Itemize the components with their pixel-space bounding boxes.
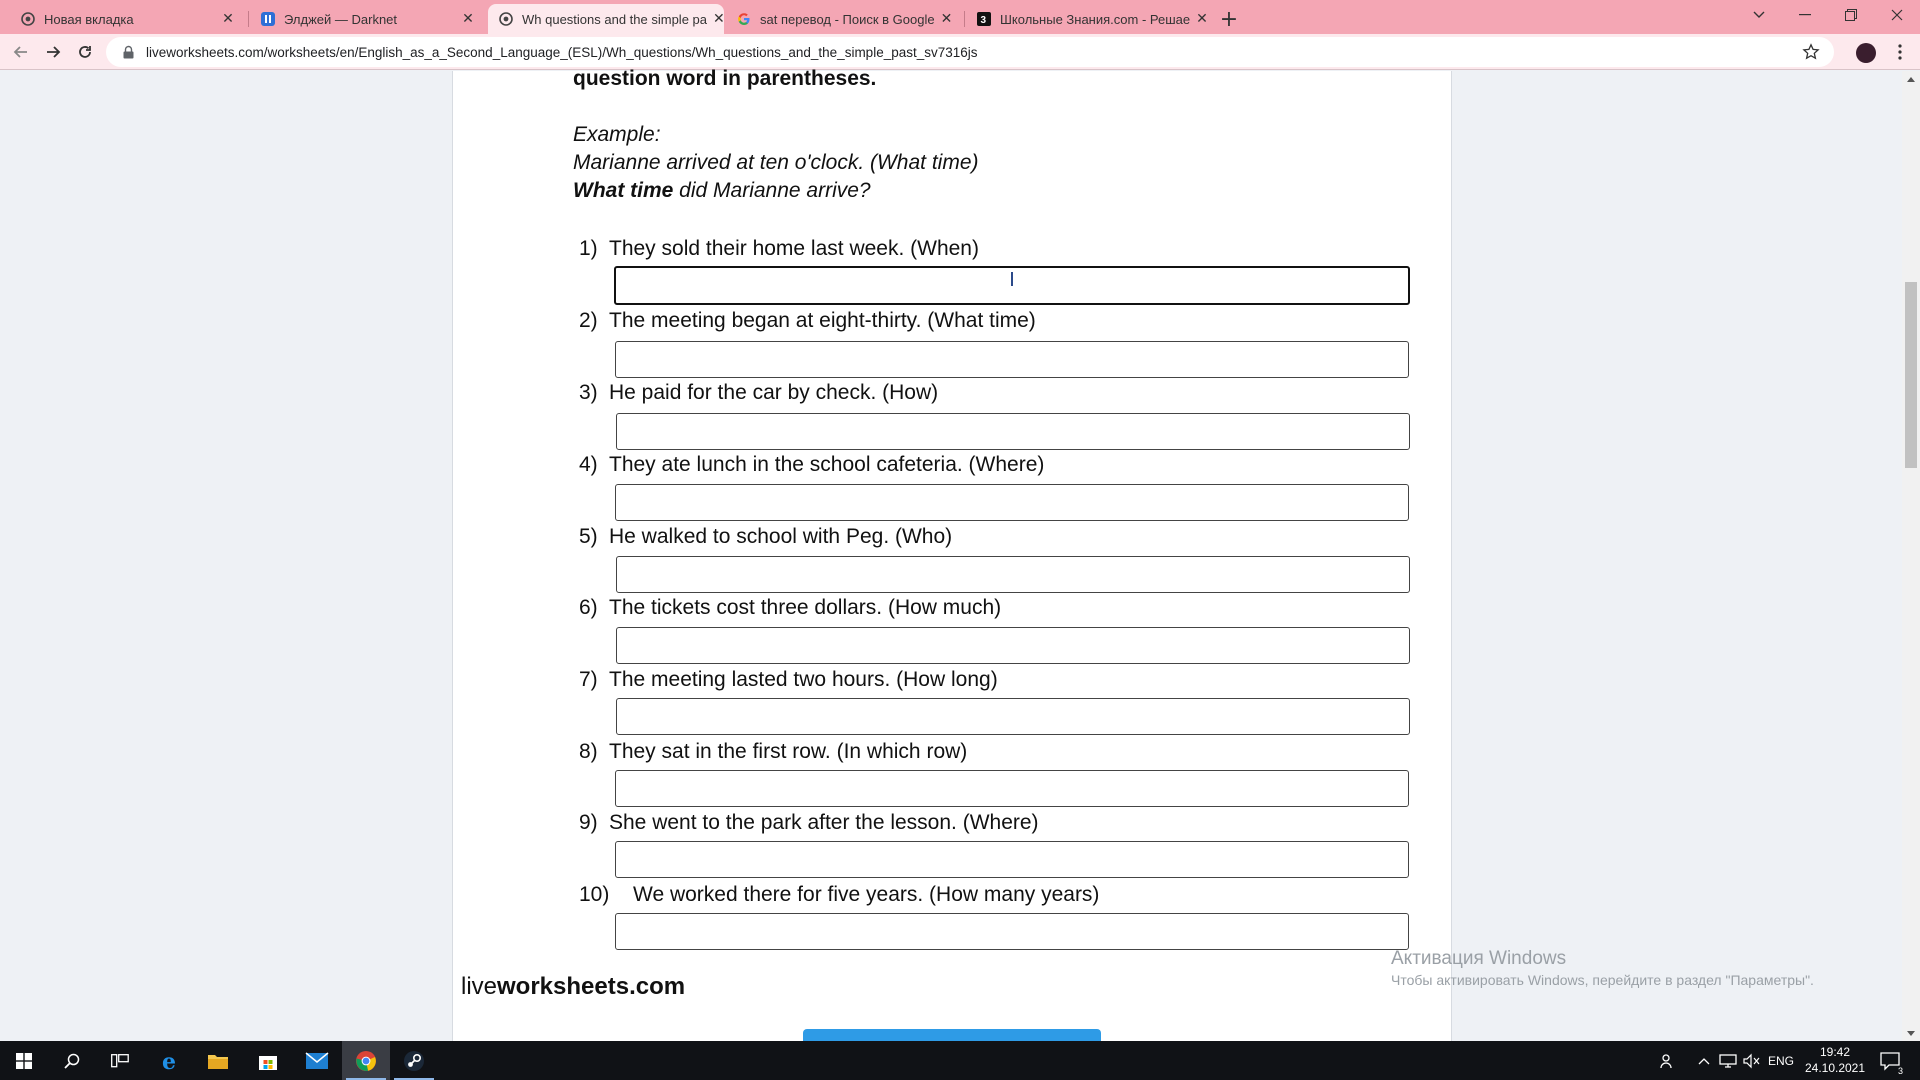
steam-icon[interactable] — [390, 1041, 438, 1080]
tab-title: Новая вкладка — [44, 11, 134, 27]
close-tab-icon[interactable]: ✕ — [940, 11, 953, 27]
question-text: They ate lunch in the school cafeteria. (Where) — [609, 453, 1045, 476]
tab-title: Школьные Знания.com - Решае — [1000, 11, 1191, 27]
scrollbar-thumb[interactable] — [1905, 282, 1917, 468]
close-window-button[interactable] — [1874, 0, 1920, 30]
question-number: 6) — [579, 596, 598, 619]
clock-date: 24.10.2021 — [1804, 1061, 1866, 1075]
vertical-scrollbar[interactable] — [1902, 71, 1920, 1041]
new-tab-button[interactable]: + — [1219, 6, 1239, 32]
windows-taskbar — [0, 1041, 1920, 1080]
instruction-text: question word in parentheses. — [573, 67, 877, 90]
answer-input-10[interactable] — [615, 913, 1409, 950]
question-number: 3) — [579, 381, 598, 404]
restore-button[interactable] — [1828, 0, 1874, 30]
tab-google-search[interactable] — [726, 4, 962, 34]
chrome-icon — [498, 11, 514, 27]
page-viewport — [0, 67, 1902, 1041]
example-answer — [573, 179, 871, 203]
answer-input-3[interactable] — [616, 413, 1410, 450]
clock-time: 19:42 — [1819, 1045, 1851, 1059]
answer-input-5[interactable] — [616, 556, 1410, 593]
store-icon[interactable] — [244, 1041, 292, 1080]
question-number: 8) — [579, 740, 598, 763]
answer-input-2[interactable] — [615, 341, 1409, 378]
tab-title: Wh questions and the simple pa — [522, 11, 707, 27]
task-view-icon[interactable] — [96, 1041, 144, 1080]
notifications-button[interactable] — [1874, 1041, 1906, 1080]
minimize-button[interactable] — [1782, 0, 1828, 30]
scroll-up-arrow-icon[interactable] — [1902, 71, 1920, 87]
tab-new-tab[interactable] — [10, 4, 246, 34]
answer-input-9[interactable] — [615, 841, 1409, 878]
question-text: They sat in the first row. (In which row) — [609, 740, 968, 763]
tab-strip — [0, 0, 1920, 34]
profile-avatar[interactable] — [1856, 43, 1876, 63]
question-text: The tickets cost three dollars. (How much) — [609, 596, 1002, 619]
lock-icon[interactable] — [120, 44, 136, 60]
logo-light-text: live — [461, 973, 498, 1000]
tab-title: sat перевод - Поиск в Google — [760, 11, 935, 27]
question-text: We worked there for five years. (How many years) — [633, 883, 1100, 906]
znanija-icon — [976, 11, 992, 27]
music-icon — [260, 11, 276, 27]
question-text: She went to the park after the lesson. (Where) — [609, 811, 1039, 834]
search-icon[interactable] — [48, 1041, 96, 1080]
worksheet-page — [452, 67, 1452, 1041]
close-tab-icon[interactable]: ✕ — [713, 11, 725, 27]
question-text: They sold their home last week. (When) — [609, 237, 979, 260]
question-text: The meeting began at eight-thirty. (What time) — [609, 309, 1036, 332]
close-tab-icon[interactable]: ✕ — [222, 11, 234, 27]
question-number: 4) — [579, 453, 598, 476]
question-number: 2) — [579, 309, 598, 332]
answer-input-4[interactable] — [615, 484, 1409, 521]
svg-text:3: 3 — [980, 15, 987, 26]
notification-count: 3 — [1897, 1066, 1903, 1076]
question-number: 5) — [579, 525, 598, 548]
example-answer-bold: What time — [573, 179, 674, 202]
tab-znanija[interactable] — [966, 4, 1208, 34]
tab-separator — [964, 11, 965, 27]
chevron-up-icon[interactable] — [1696, 1041, 1712, 1080]
tab-separator — [248, 11, 249, 27]
question-number: 7) — [579, 668, 598, 691]
address-bar[interactable] — [106, 37, 1834, 67]
svg-text:e: e — [162, 1048, 176, 1075]
close-tab-icon[interactable]: ✕ — [462, 11, 474, 27]
question-number: 1) — [579, 237, 598, 260]
windows-start-icon[interactable] — [0, 1041, 48, 1080]
tab-title: Элджей — Darknet — [284, 11, 398, 27]
reload-button[interactable] — [72, 39, 98, 65]
logo-bold-text: worksheets.com — [497, 973, 686, 1000]
people-icon[interactable] — [1656, 1041, 1680, 1080]
system-clock[interactable] — [1800, 1044, 1870, 1076]
question-text: He walked to school with Peg. (Who) — [609, 525, 953, 548]
chrome-icon — [20, 11, 36, 27]
mail-icon[interactable] — [293, 1041, 341, 1080]
google-icon — [736, 11, 752, 27]
close-tab-icon[interactable]: ✕ — [1196, 11, 1208, 27]
forward-button[interactable] — [40, 39, 66, 65]
edge-browser-icon[interactable] — [146, 1041, 194, 1080]
language-indicator[interactable]: ENG — [1767, 1053, 1794, 1068]
volume-icon[interactable] — [1742, 1041, 1762, 1080]
bookmark-star-icon[interactable] — [1802, 43, 1820, 65]
browser-toolbar — [0, 34, 1920, 70]
back-button[interactable] — [8, 39, 34, 65]
question-text: He paid for the car by check. (How) — [609, 381, 939, 404]
windows-activation-subtitle: Чтобы активировать Windows, перейдите в раздел "Параметры". — [1391, 972, 1814, 988]
example-sentence: Marianne arrived at ten o'clock. (What time) — [573, 151, 979, 174]
example-answer-rest: did Marianne arrive? — [673, 179, 871, 202]
chrome-taskbar-icon[interactable] — [342, 1041, 390, 1080]
answer-input-7[interactable] — [616, 698, 1410, 735]
question-number: 9) — [579, 811, 598, 834]
liveworksheets-logo[interactable] — [461, 973, 685, 1001]
tab-search-icon[interactable] — [1736, 0, 1782, 30]
answer-input-8[interactable] — [615, 770, 1409, 807]
tab-wh-questions[interactable] — [488, 4, 724, 34]
tab-darknet[interactable] — [250, 4, 486, 34]
question-text: The meeting lasted two hours. (How long) — [609, 668, 998, 691]
file-explorer-icon[interactable] — [194, 1041, 242, 1080]
text-cursor — [1011, 272, 1013, 286]
network-icon[interactable] — [1718, 1041, 1738, 1080]
menu-dots-icon[interactable] — [1890, 41, 1910, 63]
question-number: 10) — [579, 883, 610, 906]
scroll-down-arrow-icon[interactable] — [1902, 1025, 1920, 1041]
url-text[interactable]: liveworksheets.com/worksheets/en/English_as_a_Second_Language_(ESL)/Wh_questions/Wh_questions_and_the_simple_past_sv7316js — [146, 44, 978, 60]
answer-input-6[interactable] — [616, 627, 1410, 664]
example-label: Example: — [573, 123, 661, 146]
windows-activation-title: Активация Windows — [1391, 948, 1567, 969]
